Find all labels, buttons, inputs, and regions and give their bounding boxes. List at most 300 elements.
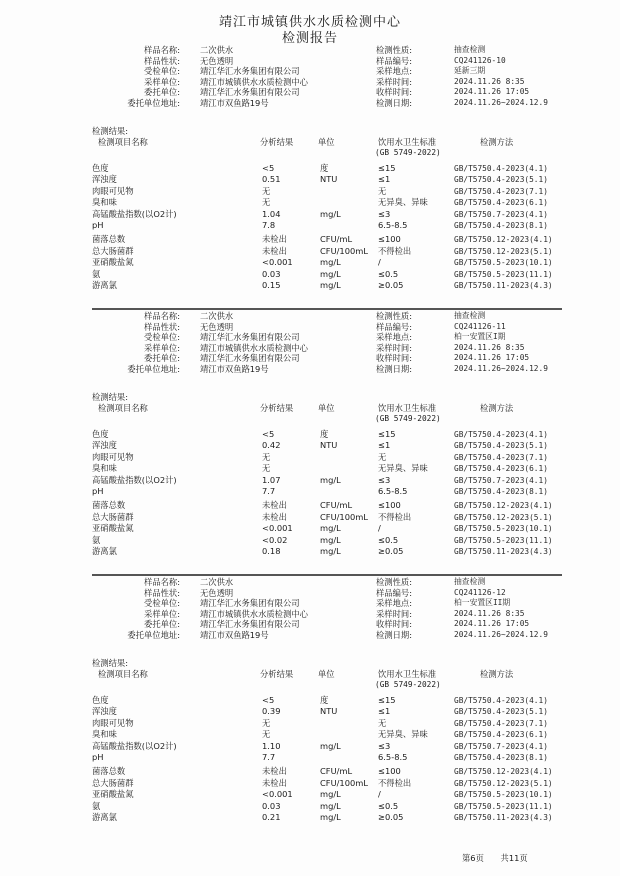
sampling-time-label: 采样时间: <box>376 76 412 87</box>
sample-section <box>92 310 562 556</box>
sample-info <box>92 576 562 656</box>
table-row <box>92 220 562 231</box>
method-cell: GB/T5750.4-2023(8.1) <box>454 221 548 230</box>
unit-cell: mg/L <box>320 257 341 268</box>
client-unit-value: 靖江华汇水务集团有限公司 <box>200 353 300 364</box>
method-cell: GB/T5750.12-2023(4.1) <box>454 235 553 245</box>
col-method-header: 检测方法 <box>480 403 514 413</box>
test-nature-label: 检测性质: <box>376 577 412 587</box>
method-cell: GB/T5750.4-2023(6.1) <box>454 464 548 474</box>
result-cell: 1.07 <box>262 474 281 485</box>
info-row <box>92 322 562 333</box>
table-row <box>92 741 562 752</box>
unit-cell: mg/L <box>320 740 341 751</box>
result-cell: 未检出 <box>262 766 287 777</box>
sample-no-value: CQ241126-11 <box>454 321 506 331</box>
method-cell: GB/T5750.7-2023(4.1) <box>454 475 548 485</box>
table-row <box>92 257 562 268</box>
info-row <box>92 45 562 56</box>
info-row <box>92 588 562 599</box>
info-row <box>92 598 562 609</box>
table-row <box>92 789 562 800</box>
item-name-cell: 总大肠菌群 <box>92 245 134 256</box>
result-cell: <5 <box>262 695 275 705</box>
item-name-cell: 浑浊度 <box>92 440 117 451</box>
table-row <box>92 197 562 208</box>
sample-info <box>92 310 562 390</box>
sample-name-label: 样品名称: <box>144 311 180 321</box>
table-row <box>92 429 562 440</box>
method-cell: GB/T5750.11-2023(4.3) <box>454 547 553 556</box>
page-number: 第6页 <box>462 853 484 863</box>
sampling-site-value: 延新三期 <box>454 66 486 76</box>
test-nature-value: 抽查检测 <box>454 577 486 586</box>
unit-cell: CFU/mL <box>320 766 353 777</box>
col-result-header: 分析结果 <box>260 137 294 147</box>
standard-cell: 不得检出 <box>378 245 412 256</box>
sampling-unit-label: 采样单位: <box>144 608 180 619</box>
sample-name-value: 二次供水 <box>200 45 234 55</box>
sampling-unit-value: 靖江市城镇供水水质检测中心 <box>200 76 308 87</box>
unit-cell: CFU/100mL <box>320 511 368 522</box>
unit-cell: mg/L <box>320 800 341 811</box>
sample-no-label: 样品编号: <box>376 321 412 332</box>
table-row <box>92 729 562 740</box>
method-cell: GB/T5750.7-2023(4.1) <box>454 209 548 219</box>
table-row <box>92 718 562 729</box>
info-row <box>92 353 562 364</box>
item-name-cell: 游离氯 <box>92 546 117 556</box>
client-unit-label: 委托单位: <box>144 353 180 364</box>
info-row <box>92 311 562 322</box>
info-row <box>92 87 562 98</box>
unit-cell: mg/L <box>320 812 341 822</box>
sample-nature-label: 样品性状: <box>144 55 180 66</box>
method-cell: GB/T5750.11-2023(4.3) <box>454 813 553 822</box>
table-row <box>92 440 562 451</box>
col-result-header: 分析结果 <box>260 669 294 679</box>
sampling-site-value: 柏一安置区I期 <box>454 332 506 342</box>
item-name-cell: 亚硝酸盐氮 <box>92 257 134 268</box>
result-cell: 未检出 <box>262 777 287 788</box>
method-cell: GB/T5750.5-2023(10.1) <box>454 524 553 534</box>
client-address-value: 靖江市双鱼路19号 <box>200 98 269 108</box>
table-row <box>92 523 562 534</box>
standard-cell: 无异臭、异味 <box>378 729 428 740</box>
result-cell: 无 <box>262 729 271 740</box>
receive-time-value: 2024.11.26 17:05 <box>454 353 530 363</box>
table-row <box>92 246 562 257</box>
col-standard-header: 饮用水卫生标准 <box>378 403 437 413</box>
result-cell: 未检出 <box>262 500 287 511</box>
item-name-cell: 肉眼可见物 <box>92 451 134 462</box>
standard-cell: ≤100 <box>378 234 401 245</box>
col-method-header: 检测方法 <box>480 669 514 679</box>
standard-cell: 无 <box>378 451 387 462</box>
sampling-unit-label: 采样单位: <box>144 342 180 353</box>
standard-cell: ≤15 <box>378 163 396 173</box>
table-row <box>92 174 562 185</box>
method-cell: GB/T5750.7-2023(4.1) <box>454 741 548 751</box>
item-name-cell: 臭和味 <box>92 729 117 740</box>
result-cell: 0.21 <box>262 812 281 822</box>
method-cell: GB/T5750.5-2023(10.1) <box>454 790 553 800</box>
item-name-cell: 肉眼可见物 <box>92 185 134 196</box>
sample-name-value: 二次供水 <box>200 311 234 321</box>
receive-time-label: 收样时间: <box>376 353 412 364</box>
standard-cell: ≤1 <box>378 706 391 717</box>
result-cell: 未检出 <box>262 511 287 522</box>
table-row <box>92 812 562 823</box>
item-name-cell: 色度 <box>92 695 109 705</box>
standard-cell: ≤15 <box>378 695 396 705</box>
test-date-label: 检测日期: <box>376 98 412 108</box>
result-cell: 1.10 <box>262 740 281 751</box>
col-method-header: 检测方法 <box>480 137 514 147</box>
col-standard-subheader: (GB 5749-2022) <box>375 148 441 157</box>
standard-cell: 无 <box>378 717 387 728</box>
standard-cell: 无异臭、异味 <box>378 463 428 474</box>
unit-cell: 度 <box>320 163 329 173</box>
table-row <box>92 163 562 174</box>
test-nature-value: 抽查检测 <box>454 311 486 320</box>
receive-time-label: 收样时间: <box>376 87 412 98</box>
sample-nature-value: 无色透明 <box>200 321 234 332</box>
unit-cell: mg/L <box>320 534 341 545</box>
unit-cell: CFU/100mL <box>320 245 368 256</box>
unit-cell: 度 <box>320 429 329 439</box>
method-cell: GB/T5750.4-2023(4.1) <box>454 696 548 705</box>
sampling-time-value: 2024.11.26 8:35 <box>454 342 525 352</box>
col-item-header: 检测项目名称 <box>98 137 148 147</box>
info-row <box>92 56 562 67</box>
method-cell: GB/T5750.11-2023(4.3) <box>454 281 553 290</box>
table-row <box>92 452 562 463</box>
sampling-unit-value: 靖江市城镇供水水质检测中心 <box>200 608 308 619</box>
info-row <box>92 577 562 588</box>
item-name-cell: 菌落总数 <box>92 234 126 245</box>
method-cell: GB/T5750.4-2023(7.1) <box>454 452 548 462</box>
table-row <box>92 209 562 220</box>
standard-cell: ≤1 <box>378 440 391 451</box>
method-cell: GB/T5750.5-2023(11.1) <box>454 269 553 279</box>
standard-cell: / <box>378 523 381 534</box>
method-cell: GB/T5750.4-2023(8.1) <box>454 753 548 762</box>
item-name-cell: 臭和味 <box>92 463 117 474</box>
unit-cell: CFU/mL <box>320 500 353 511</box>
method-cell: GB/T5750.12-2023(5.1) <box>454 246 553 256</box>
item-name-cell: pH <box>92 220 104 230</box>
item-name-cell: 高锰酸盐指数(以O2计) <box>92 208 177 219</box>
sample-no-label: 样品编号: <box>376 587 412 598</box>
sample-nature-label: 样品性状: <box>144 321 180 332</box>
sample-nature-value: 无色透明 <box>200 55 234 66</box>
client-address-value: 靖江市双鱼路19号 <box>200 364 269 374</box>
sample-nature-value: 无色透明 <box>200 587 234 598</box>
method-cell: GB/T5750.5-2023(11.1) <box>454 801 553 811</box>
item-name-cell: 氨 <box>92 268 101 279</box>
item-name-cell: 浑浊度 <box>92 706 117 717</box>
standard-cell: 不得检出 <box>378 777 412 788</box>
standard-cell: ≥0.05 <box>378 280 404 290</box>
method-cell: GB/T5750.5-2023(11.1) <box>454 535 553 545</box>
test-nature-value: 抽查检测 <box>454 45 486 54</box>
col-standard-subheader: (GB 5749-2022) <box>375 680 441 689</box>
standard-cell: ≤3 <box>378 474 391 485</box>
table-row <box>92 766 562 777</box>
page-footer <box>462 852 542 864</box>
result-cell: 无 <box>262 717 271 728</box>
inspected-unit-label: 受检单位: <box>144 332 180 343</box>
item-name-cell: 亚硝酸盐氮 <box>92 789 134 800</box>
table-row <box>92 546 562 557</box>
table-row <box>92 280 562 291</box>
item-name-cell: 亚硝酸盐氮 <box>92 523 134 534</box>
sample-info <box>92 44 562 124</box>
test-nature-label: 检测性质: <box>376 45 412 55</box>
unit-cell: mg/L <box>320 546 341 556</box>
client-unit-value: 靖江华汇水务集团有限公司 <box>200 87 300 98</box>
table-row <box>92 486 562 497</box>
sampling-site-label: 采样地点: <box>376 598 412 609</box>
receive-time-value: 2024.11.26 17:05 <box>454 619 530 629</box>
info-row <box>92 332 562 343</box>
item-name-cell: 浑浊度 <box>92 174 117 185</box>
result-cell: 7.7 <box>262 486 276 496</box>
result-cell: 7.8 <box>262 220 276 230</box>
col-standard-subheader: (GB 5749-2022) <box>375 414 441 423</box>
result-cell: 7.7 <box>262 752 276 762</box>
table-row <box>92 752 562 763</box>
unit-cell: NTU <box>320 706 338 717</box>
test-date-value: 2024.11.26~2024.12.9 <box>454 98 548 107</box>
item-name-cell: pH <box>92 486 104 496</box>
test-nature-label: 检测性质: <box>376 311 412 321</box>
unit-cell: NTU <box>320 174 338 185</box>
item-name-cell: 高锰酸盐指数(以O2计) <box>92 740 177 751</box>
test-date-label: 检测日期: <box>376 364 412 374</box>
standard-cell: ≤100 <box>378 766 401 777</box>
item-name-cell: 总大肠菌群 <box>92 777 134 788</box>
standard-cell: 6.5-8.5 <box>378 486 408 496</box>
client-address-label: 委托单位地址: <box>127 364 180 374</box>
method-cell: GB/T5750.4-2023(4.1) <box>454 164 548 173</box>
unit-cell: mg/L <box>320 208 341 219</box>
result-cell: 无 <box>262 451 271 462</box>
client-address-value: 靖江市双鱼路19号 <box>200 630 269 640</box>
method-cell: GB/T5750.12-2023(4.1) <box>454 501 553 511</box>
info-row <box>92 98 562 109</box>
col-unit-header: 单位 <box>318 669 335 679</box>
test-date-label: 检测日期: <box>376 630 412 640</box>
sampling-site-label: 采样地点: <box>376 66 412 77</box>
info-row <box>92 343 562 354</box>
table-row <box>92 695 562 706</box>
result-cell: 0.03 <box>262 268 281 279</box>
col-unit-header: 单位 <box>318 137 335 147</box>
info-row <box>92 630 562 641</box>
item-name-cell: 高锰酸盐指数(以O2计) <box>92 474 177 485</box>
results-title: 检测结果: <box>92 392 128 402</box>
standard-cell: ≤1 <box>378 174 391 185</box>
client-address-label: 委托单位地址: <box>127 630 180 640</box>
table-row <box>92 512 562 523</box>
result-cell: <5 <box>262 429 275 439</box>
table-row <box>92 269 562 280</box>
method-cell: GB/T5750.4-2023(8.1) <box>454 487 548 496</box>
method-cell: GB/T5750.4-2023(6.1) <box>454 198 548 208</box>
method-cell: GB/T5750.4-2023(6.1) <box>454 730 548 740</box>
item-name-cell: 游离氯 <box>92 812 117 822</box>
inspected-unit-value: 靖江华汇水务集团有限公司 <box>200 332 300 343</box>
item-name-cell: 色度 <box>92 163 109 173</box>
page-subtitle: 检测报告 <box>281 31 338 46</box>
result-cell: 0.15 <box>262 280 281 290</box>
results-title: 检测结果: <box>92 658 128 668</box>
table-row <box>92 234 562 245</box>
standard-cell: ≤0.5 <box>378 268 399 279</box>
table-row <box>92 186 562 197</box>
result-cell: 无 <box>262 197 271 208</box>
standard-cell: ≤100 <box>378 500 401 511</box>
standard-cell: ≥0.05 <box>378 812 404 822</box>
standard-cell: / <box>378 257 381 268</box>
standard-cell: ≤0.5 <box>378 534 399 545</box>
result-cell: 0.42 <box>262 440 281 451</box>
result-cell: <0.001 <box>262 789 293 800</box>
client-unit-label: 委托单位: <box>144 619 180 630</box>
unit-cell: NTU <box>320 440 338 451</box>
col-item-header: 检测项目名称 <box>98 669 148 679</box>
method-cell: GB/T5750.12-2023(4.1) <box>454 767 553 777</box>
method-cell: GB/T5750.12-2023(5.1) <box>454 778 553 788</box>
inspected-unit-label: 受检单位: <box>144 66 180 77</box>
result-cell: 无 <box>262 185 271 196</box>
item-name-cell: 色度 <box>92 429 109 439</box>
item-name-cell: 臭和味 <box>92 197 117 208</box>
standard-cell: 不得检出 <box>378 511 412 522</box>
test-date-value: 2024.11.26~2024.12.9 <box>454 630 548 639</box>
info-row <box>92 364 562 375</box>
inspected-unit-value: 靖江华汇水务集团有限公司 <box>200 66 300 77</box>
sampling-unit-label: 采样单位: <box>144 76 180 87</box>
method-cell: GB/T5750.4-2023(4.1) <box>454 430 548 439</box>
unit-cell: CFU/100mL <box>320 777 368 788</box>
result-cell: <0.001 <box>262 523 293 534</box>
item-name-cell: 游离氯 <box>92 280 117 290</box>
table-row <box>92 778 562 789</box>
sampling-time-value: 2024.11.26 8:35 <box>454 608 525 618</box>
info-row <box>92 619 562 630</box>
item-name-cell: pH <box>92 752 104 762</box>
standard-cell: ≤15 <box>378 429 396 439</box>
sampling-unit-value: 靖江市城镇供水水质检测中心 <box>200 342 308 353</box>
item-name-cell: 氨 <box>92 800 101 811</box>
sample-no-label: 样品编号: <box>376 55 412 66</box>
info-row <box>92 66 562 77</box>
table-row <box>92 535 562 546</box>
client-address-label: 委托单位地址: <box>127 98 180 108</box>
inspected-unit-value: 靖江华汇水务集团有限公司 <box>200 598 300 609</box>
item-name-cell: 总大肠菌群 <box>92 511 134 522</box>
unit-cell: mg/L <box>320 280 341 290</box>
results-title: 检测结果: <box>92 126 128 136</box>
unit-cell: mg/L <box>320 789 341 800</box>
sampling-time-value: 2024.11.26 8:35 <box>454 76 525 86</box>
standard-cell: / <box>378 789 381 800</box>
result-cell: <0.02 <box>262 534 288 545</box>
receive-time-label: 收样时间: <box>376 619 412 630</box>
result-cell: <0.001 <box>262 257 293 268</box>
table-row <box>92 706 562 717</box>
table-row <box>92 801 562 812</box>
method-cell: GB/T5750.5-2023(10.1) <box>454 258 553 268</box>
result-cell: 无 <box>262 463 271 474</box>
standard-cell: ≤3 <box>378 208 391 219</box>
standard-cell: 6.5-8.5 <box>378 752 408 762</box>
client-unit-label: 委托单位: <box>144 87 180 98</box>
page-total: 共11页 <box>500 853 528 863</box>
receive-time-value: 2024.11.26 17:05 <box>454 87 530 97</box>
sampling-site-value: 柏一安置区II期 <box>454 598 511 608</box>
col-unit-header: 单位 <box>318 403 335 413</box>
method-cell: GB/T5750.12-2023(5.1) <box>454 512 553 522</box>
result-cell: 0.39 <box>262 706 281 717</box>
sample-name-label: 样品名称: <box>144 577 180 587</box>
standard-cell: 无 <box>378 185 387 196</box>
sample-name-label: 样品名称: <box>144 45 180 55</box>
result-cell: 0.51 <box>262 174 281 185</box>
unit-cell: 度 <box>320 695 329 705</box>
unit-cell: mg/L <box>320 523 341 534</box>
result-cell: 1.04 <box>262 208 281 219</box>
result-cell: 0.18 <box>262 546 281 556</box>
sampling-site-label: 采样地点: <box>376 332 412 343</box>
unit-cell: mg/L <box>320 474 341 485</box>
sample-nature-label: 样品性状: <box>144 587 180 598</box>
sample-section <box>92 576 562 822</box>
col-result-header: 分析结果 <box>260 403 294 413</box>
col-standard-header: 饮用水卫生标准 <box>378 137 437 147</box>
test-date-value: 2024.11.26~2024.12.9 <box>454 364 548 373</box>
result-cell: <5 <box>262 163 275 173</box>
result-cell: 未检出 <box>262 234 287 245</box>
item-name-cell: 菌落总数 <box>92 766 126 777</box>
standard-cell: ≤3 <box>378 740 391 751</box>
standard-cell: 无异臭、异味 <box>378 197 428 208</box>
standard-cell: ≥0.05 <box>378 546 404 556</box>
result-cell: 0.03 <box>262 800 281 811</box>
method-cell: GB/T5750.4-2023(5.1) <box>454 441 548 451</box>
sample-name-value: 二次供水 <box>200 577 234 587</box>
table-row <box>92 475 562 486</box>
col-standard-header: 饮用水卫生标准 <box>378 669 437 679</box>
standard-cell: ≤0.5 <box>378 800 399 811</box>
table-row <box>92 500 562 511</box>
unit-cell: mg/L <box>320 268 341 279</box>
unit-cell: CFU/mL <box>320 234 353 245</box>
sampling-time-label: 采样时间: <box>376 342 412 353</box>
table-row <box>92 463 562 474</box>
sample-section <box>92 44 562 290</box>
sample-no-value: CQ241126-10 <box>454 55 506 65</box>
inspected-unit-label: 受检单位: <box>144 598 180 609</box>
sampling-time-label: 采样时间: <box>376 608 412 619</box>
item-name-cell: 肉眼可见物 <box>92 717 134 728</box>
info-row <box>92 609 562 620</box>
method-cell: GB/T5750.4-2023(7.1) <box>454 718 548 728</box>
col-item-header: 检测项目名称 <box>98 403 148 413</box>
